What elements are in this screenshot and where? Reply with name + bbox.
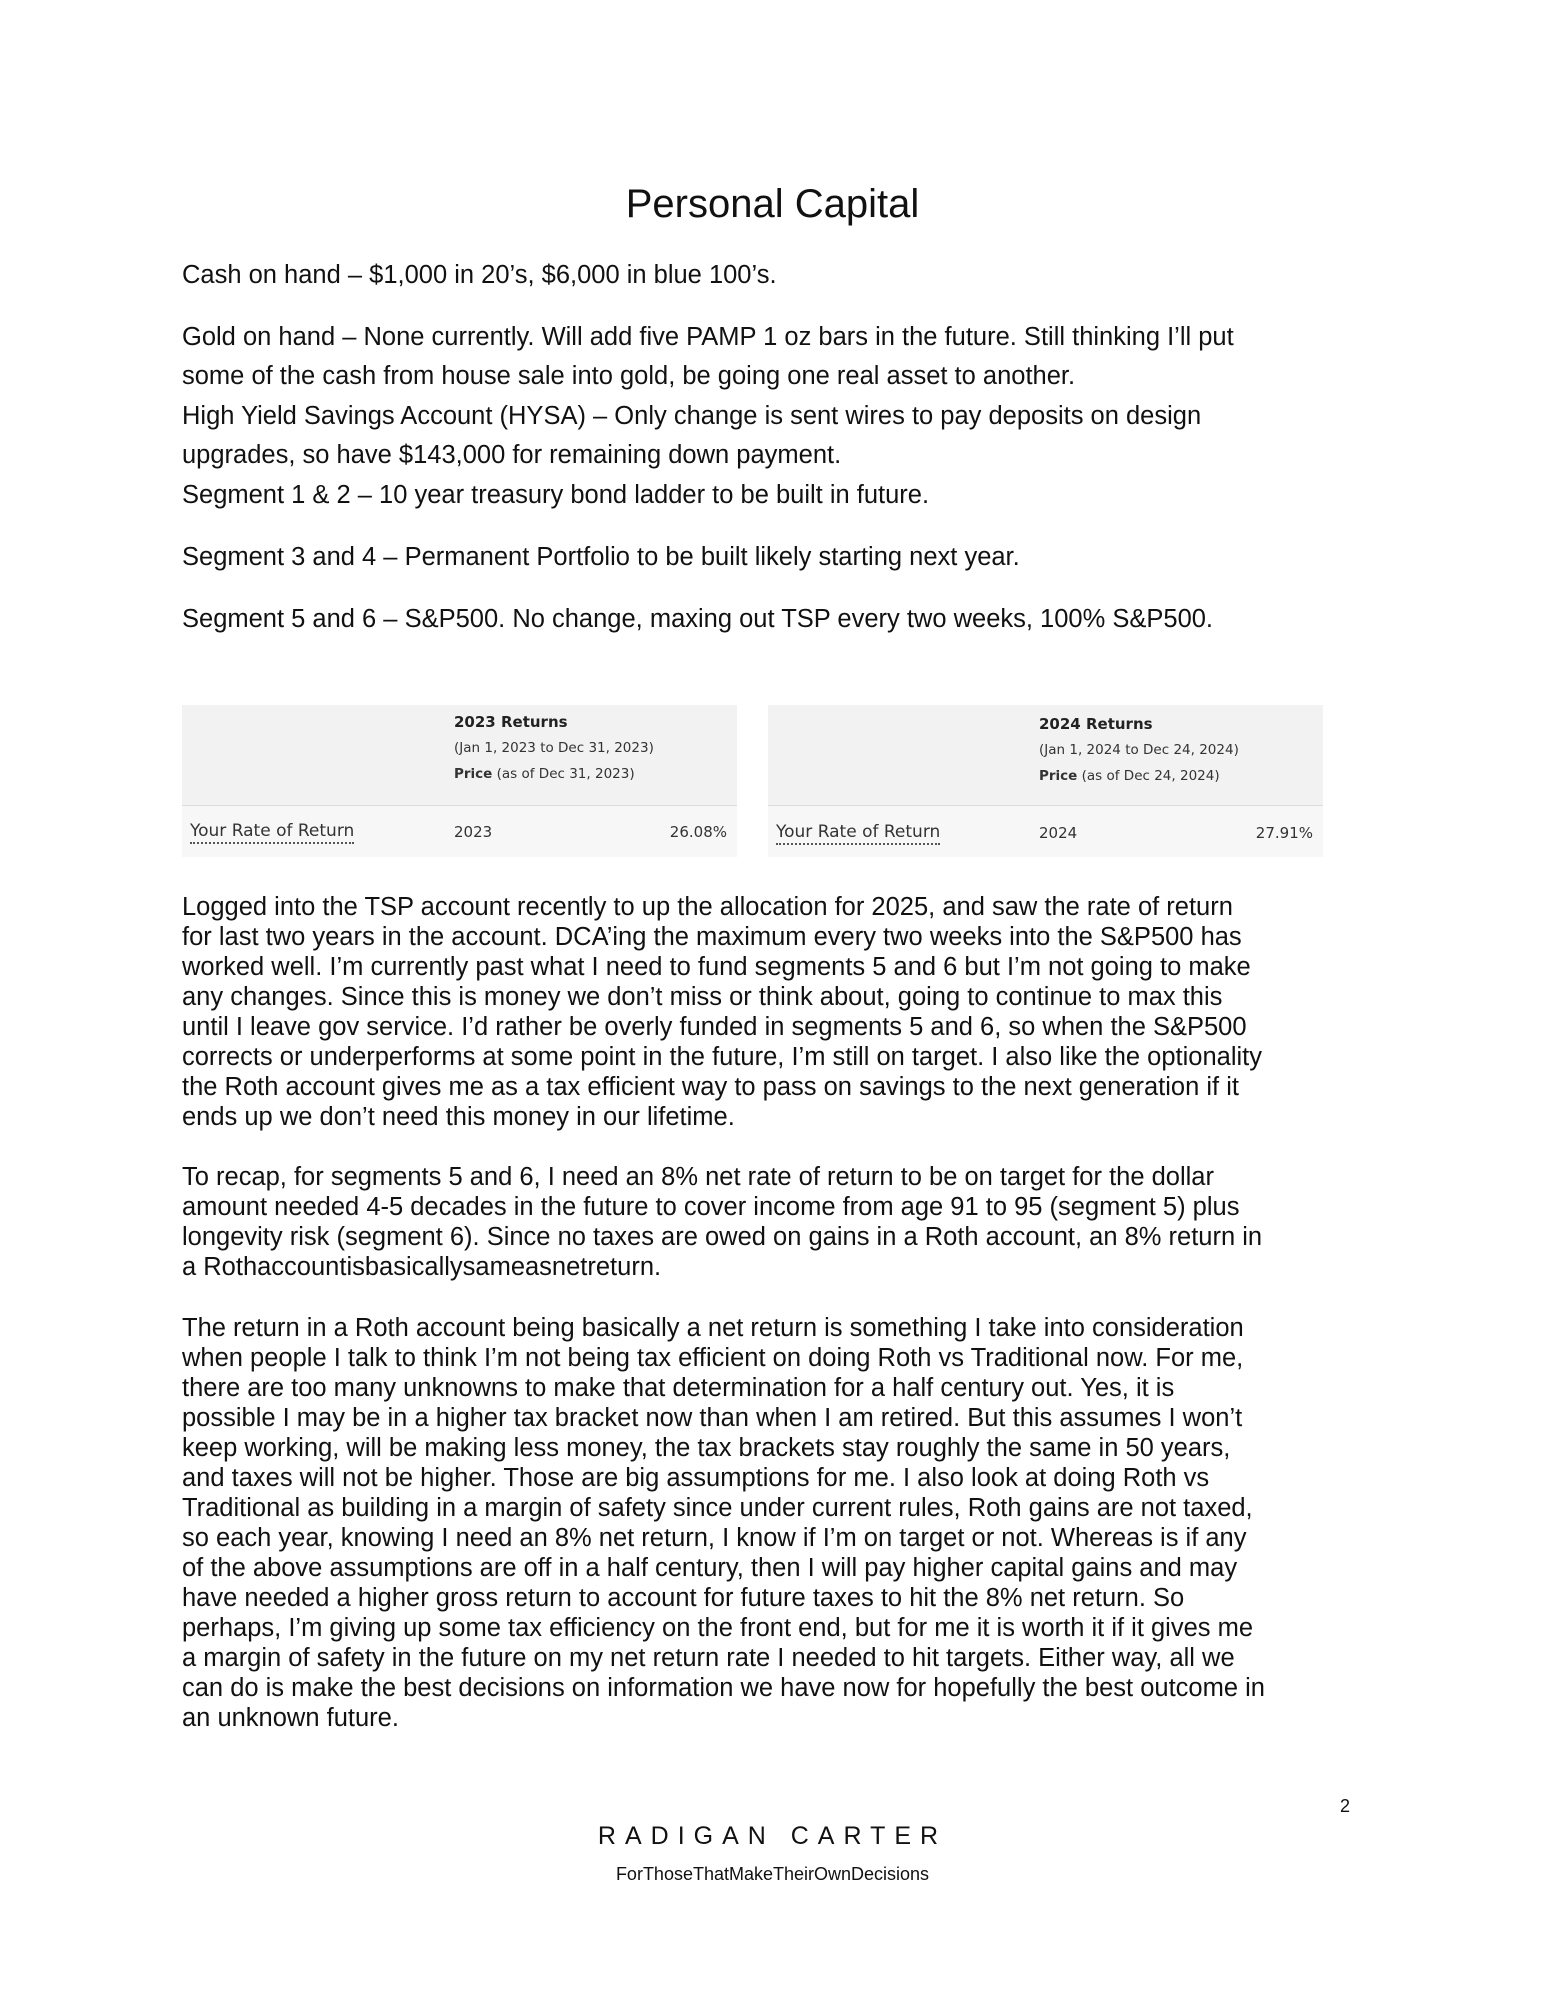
paragraph-line: for last two years in the account. DCA’ing the maximum every two weeks into the S&P500 has	[182, 923, 1242, 951]
paragraph-line: a margin of safety in the future on my net return rate I needed to hit targets. Either way, all we	[182, 1644, 1235, 1672]
paragraph-line: of the above assumptions are off in a half century, then I will pay higher capital gains and may	[182, 1554, 1238, 1582]
paragraph-line: ends up we don’t need this money in our lifetime.	[182, 1103, 735, 1131]
paragraph-line: so each year, knowing I need an 8% net return, I know if I’m on target or not. Whereas is if any	[182, 1524, 1247, 1552]
return-year: 2023	[454, 823, 493, 841]
rate-of-return-link[interactable]: Your Rate of Return	[776, 822, 940, 845]
price-date	[454, 766, 635, 782]
gold-on-hand-line-2: some of the cash from house sale into gold, be going one real asset to another.	[182, 362, 1076, 390]
paragraph-line: Traditional as building in a margin of safety since under current rules, Roth gains are not taxed,	[182, 1494, 1253, 1522]
paragraph-line: there are too many unknowns to make that determination for a half century out. Yes, it is	[182, 1374, 1175, 1402]
paragraph-line: To recap, for segments 5 and 6, I need an 8% net rate of return to be on target for the dollar	[182, 1163, 1214, 1191]
paragraph-tsp-allocation	[182, 892, 1382, 1132]
return-percent: 26.08%	[669, 823, 727, 841]
returns-card-2023	[182, 705, 737, 857]
paragraph-line: keep working, will be making less money, the tax brackets stay roughly the same in 50 years,	[182, 1434, 1231, 1462]
paragraph-line: can do is make the best decisions on information we have now for hopefully the best outcome in	[182, 1674, 1265, 1702]
paragraph-line: and taxes will not be higher. Those are big assumptions for me. I also look at doing Roth vs	[182, 1464, 1210, 1492]
paragraph-line: have needed a higher gross return to account for future taxes to hit the 8% net return. So	[182, 1584, 1185, 1612]
paragraph-roth-vs-traditional	[182, 1313, 1382, 1733]
price-label: Price	[1039, 768, 1078, 784]
return-year: 2024	[1039, 824, 1078, 842]
paragraph-line: longevity risk (segment 6). Since no taxes are owed on gains in a Roth account, an 8% return in	[182, 1223, 1263, 1251]
returns-heading: 2023 Returns	[454, 713, 568, 731]
price-label: Price	[454, 766, 493, 782]
page-number: 2	[1340, 1796, 1351, 1816]
returns-card-2024	[768, 705, 1323, 857]
returns-date-range: (Jan 1, 2023 to Dec 31, 2023)	[454, 740, 654, 756]
paragraph-line: possible I may be in a higher tax bracket now than when I am retired. But this assumes I won’t	[182, 1404, 1243, 1432]
cash-on-hand-line: Cash on hand – $1,000 in 20’s, $6,000 in blue 100’s.	[182, 261, 777, 289]
segment-1-2-line: Segment 1 & 2 – 10 year treasury bond ladder to be built in future.	[182, 481, 930, 509]
gold-on-hand-line: Gold on hand – None currently. Will add five PAMP 1 oz bars in the future. Still thinking I’ll put	[182, 323, 1234, 351]
paragraph-line: perhaps, I’m giving up some tax efficiency on the front end, but for me it is worth it if it gives me	[182, 1614, 1254, 1642]
paragraph-line: a Rothaccountisbasicallysameasnetreturn.	[182, 1253, 662, 1281]
paragraph-line: an unknown future.	[182, 1704, 399, 1732]
paragraph-line: corrects or underperforms at some point in the future, I’m still on target. I also like the optionality	[182, 1043, 1263, 1071]
footer-tagline: ForThoseThatMakeTheirOwnDecisions	[615, 1864, 930, 1884]
paragraph-line: until I leave gov service. I’d rather be overly funded in segments 5 and 6, so when the S&P500	[182, 1013, 1247, 1041]
return-percent: 27.91%	[1255, 824, 1313, 842]
paragraph-line: when people I talk to think I’m not being tax efficient on doing Roth vs Traditional now. For me,	[182, 1344, 1244, 1372]
page-title: Personal Capital	[625, 182, 920, 226]
paragraph-line: any changes. Since this is money we don’t miss or think about, going to continue to max this	[182, 983, 1223, 1011]
hysa-line: High Yield Savings Account (HYSA) – Only change is sent wires to pay deposits on design	[182, 402, 1202, 430]
price-date-note: (as of Dec 31, 2023)	[496, 766, 635, 782]
paragraph-recap	[182, 1162, 1382, 1282]
footer-brand: RADIGAN CARTER	[597, 1822, 948, 1850]
returns-heading: 2024 Returns	[1039, 715, 1153, 733]
returns-card-header	[768, 705, 1323, 806]
segment-3-4-line: Segment 3 and 4 – Permanent Portfolio to be built likely starting next year.	[182, 543, 1020, 571]
paragraph-line: the Roth account gives me as a tax efficient way to pass on savings to the next generation if it	[182, 1073, 1239, 1101]
returns-card-header	[182, 705, 737, 806]
price-date	[1039, 768, 1220, 784]
paragraph-line: amount needed 4-5 decades in the future to cover income from age 91 to 95 (segment 5) plus	[182, 1193, 1240, 1221]
price-date-note: (as of Dec 24, 2024)	[1081, 768, 1220, 784]
paragraph-line: Logged into the TSP account recently to up the allocation for 2025, and saw the rate of return	[182, 893, 1233, 921]
returns-date-range: (Jan 1, 2024 to Dec 24, 2024)	[1039, 742, 1239, 758]
paragraph-line: worked well. I’m currently past what I need to fund segments 5 and 6 but I’m not going to make	[182, 953, 1251, 981]
rate-of-return-link[interactable]: Your Rate of Return	[190, 821, 354, 844]
segment-5-6-line: Segment 5 and 6 – S&P500. No change, maxing out TSP every two weeks, 100% S&P500.	[182, 605, 1214, 633]
hysa-line-2: upgrades, so have $143,000 for remaining down payment.	[182, 441, 842, 469]
paragraph-line: The return in a Roth account being basically a net return is something I take into consideration	[182, 1314, 1244, 1342]
